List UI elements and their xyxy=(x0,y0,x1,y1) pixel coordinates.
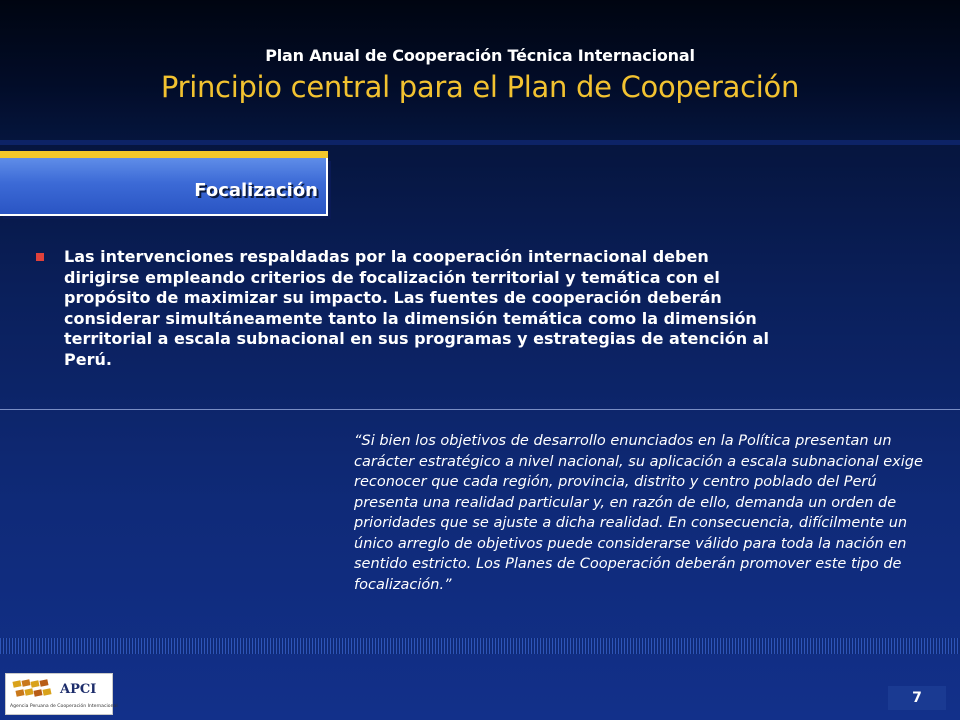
slide-subtitle: Plan Anual de Cooperación Técnica Internacional xyxy=(265,46,695,65)
header-divider xyxy=(0,140,960,145)
apci-logo-icon xyxy=(12,679,56,701)
section-tab-label: Focalización xyxy=(194,180,318,201)
content-divider xyxy=(0,409,960,410)
section-tab xyxy=(0,158,330,216)
footer-stripe xyxy=(0,638,960,654)
section-tab-body xyxy=(0,158,328,216)
apci-logo-text: APCI xyxy=(60,682,97,697)
slide-header xyxy=(0,0,960,140)
slide-title: Principio central para el Plan de Cooperación xyxy=(160,70,800,104)
square-bullet-icon xyxy=(36,253,44,261)
apci-logo xyxy=(5,673,118,715)
bullet-text: Las intervenciones respaldadas por la cooperación internacional deben dirigirse empleando criterios de focalización territorial y temática con el propósito de maximizar su impacto. Las fuentes de cooperación deberán considerar simultáneamente tanto la dimensión temática como la dimensión territorial a escala subnacional en sus programas y estrategias de atención al Perú. xyxy=(64,247,769,369)
page-number: 7 xyxy=(888,686,946,710)
policy-quote: “Si bien los objetivos de desarrollo enunciados en la Política presentan un carácter estratégico a nivel nacional, su aplicación a escala subnacional exige reconocer que cada región, provincia, distrito y centro poblado del Perú presenta una realidad particular y, en razón de ello, demanda un orden de prioridades que se ajuste a dicha realidad. En consecuencia, difícilmente un único arreglo de objetivos puede considerarse válido para toda la nación en sentido estricto. Los Planes de Cooperación deberán promover este tipo de focalización.” xyxy=(354,433,923,593)
apci-logo-subtext: Agencia Peruana de Cooperación Internacional xyxy=(10,704,118,709)
